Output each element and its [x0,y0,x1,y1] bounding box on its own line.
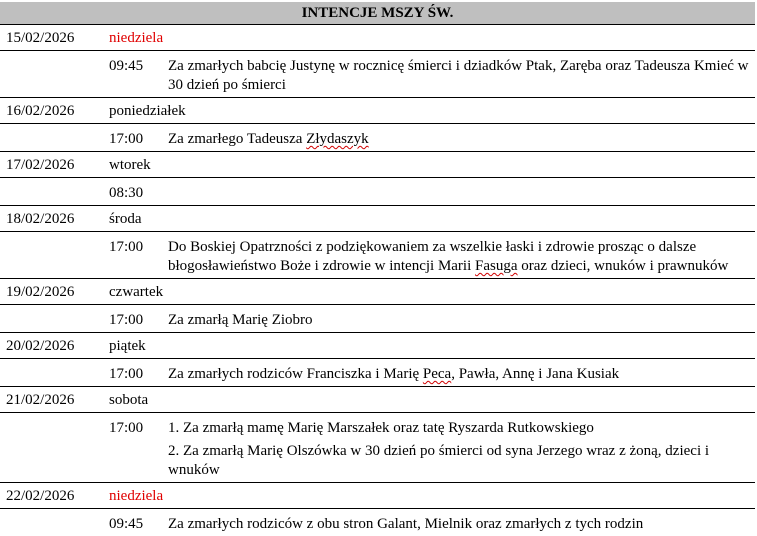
mass-time: 17:00 [103,124,168,152]
day-date: 19/02/2026 [0,279,103,305]
mass-row [0,124,755,152]
day-name: poniedziałek [103,98,755,124]
mass-time: 17:00 [103,232,168,279]
mass-time: 09:45 [103,51,168,98]
day-row [0,25,755,51]
day-name: niedziela [103,483,755,509]
spellcheck-mark: Złydaszyk [306,131,369,147]
mass-time: 17:00 [103,305,168,333]
mass-intention: Za zmarłych rodziców Franciszka i Marię Peca, Pawła, Annę i Jana Kusiak [168,359,755,387]
day-name: sobota [103,387,755,413]
spellcheck-mark: Peca [422,366,452,382]
day-row [0,206,755,232]
mass-intention-list [168,413,755,483]
mass-row [0,509,755,536]
intentions-table [0,25,755,536]
day-row [0,483,755,509]
day-date: 16/02/2026 [0,98,103,124]
mass-row [0,413,755,483]
mass-row [0,305,755,333]
mass-time: 08:30 [103,178,168,206]
mass-row [0,232,755,279]
day-date: 21/02/2026 [0,387,103,413]
mass-intention: Za zmarłą Marię Ziobro [168,305,755,333]
day-name: czwartek [103,279,755,305]
mass-time: 17:00 [103,413,168,483]
day-date: 17/02/2026 [0,152,103,178]
mass-intention: 1. Za zmarłą mamę Marię Marszałek oraz tatę Ryszarda Rutkowskiego [168,420,594,436]
day-date: 20/02/2026 [0,333,103,359]
mass-intention [168,178,755,206]
day-date: 22/02/2026 [0,483,103,509]
day-name: niedziela [103,25,755,51]
day-row [0,333,755,359]
day-date: 18/02/2026 [0,206,103,232]
mass-time: 17:00 [103,359,168,387]
mass-row [0,51,755,98]
mass-intention: Do Boskiej Opatrzności z podziękowaniem za wszelkie łaski i zdrowie prosząc o dalsze błogosławieństwo Boże i zdrowie w intencji Marii Fasuga oraz dzieci, wnuków i prawnuków [168,232,755,279]
day-row [0,279,755,305]
mass-intention: Za zmarłych rodziców z obu stron Galant, Mielnik oraz zmarłych z tych rodzin [168,516,644,532]
page-title: INTENCJE MSZY ŚW. [0,2,755,25]
day-name: wtorek [103,152,755,178]
day-row [0,152,755,178]
mass-row [0,178,755,206]
day-name: piątek [103,333,755,359]
day-row [0,98,755,124]
mass-row [0,359,755,387]
mass-intention: Za zmarłego Tadeusza Złydaszyk [168,124,755,152]
spellcheck-mark: Fasuga [475,258,518,274]
mass-intention: 2. Za zmarłą Marię Olszówka w 30 dzień po śmierci od syna Jerzego wraz z żoną, dzieci i wnuków [168,443,710,478]
day-name: środa [103,206,755,232]
mass-intention: Za zmarłych babcię Justynę w rocznicę śmierci i dziadków Ptak, Zaręba oraz Tadeusza Kmieć w 30 dzień po śmierci [168,51,755,98]
mass-time: 09:45 [109,516,144,532]
day-date: 15/02/2026 [0,25,103,51]
day-row [0,387,755,413]
